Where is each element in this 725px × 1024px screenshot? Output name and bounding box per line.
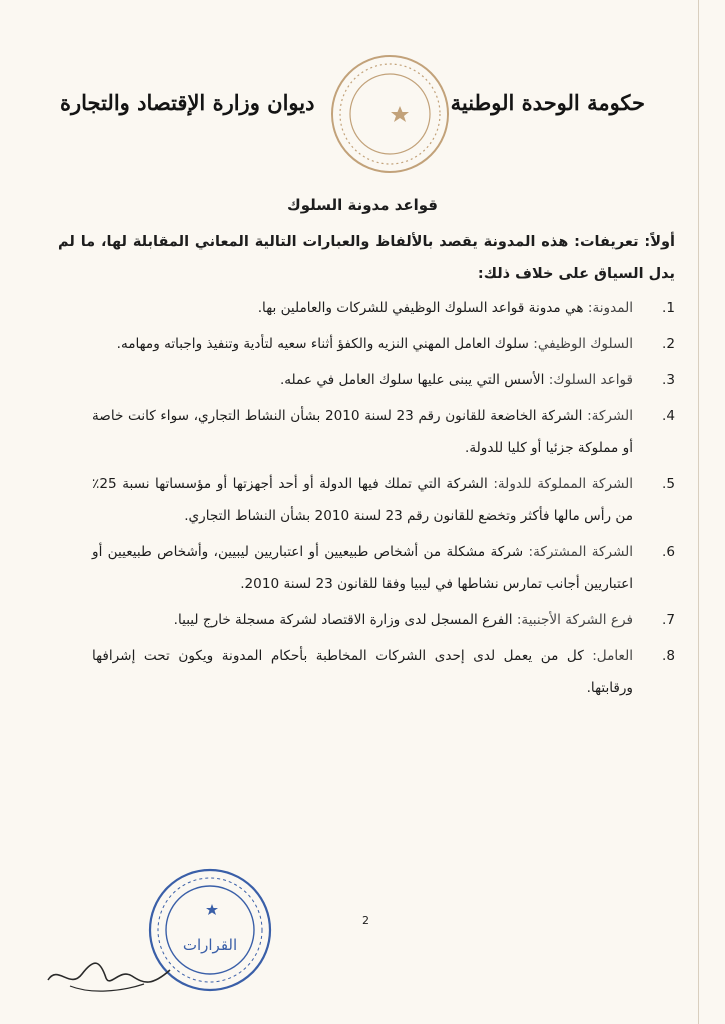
item-number: .8 (662, 648, 675, 664)
state-emblem-icon (328, 52, 452, 176)
letterhead (40, 48, 685, 188)
item-number: .1 (662, 300, 675, 316)
item-text: الشركة التي تملك فيها الدولة أو أحد أجهزتها أو مؤسساتها نسبة 25٪ من رأس مالها فأكثر وتخضع للقانون رقم 23 لسنة 2010 بشأن النشاط التجاري. (92, 476, 633, 524)
item-term: قواعد السلوك: (548, 372, 633, 388)
item-term: السلوك الوظيفي: (533, 336, 633, 352)
item-text: هي مدونة قواعد السلوك الوظيفي للشركات والعاملين بها. (257, 300, 584, 316)
definition-item (92, 536, 675, 600)
item-term: العامل: (592, 648, 633, 664)
definition-item (92, 640, 675, 704)
item-term: الشركة المشتركة: (528, 544, 633, 560)
signature-icon (40, 950, 180, 1000)
item-number: .5 (662, 476, 675, 492)
stamp-label: القرارات (182, 936, 238, 954)
item-term: المدونة: (587, 300, 633, 316)
definition-item (92, 468, 675, 532)
definition-item (92, 604, 675, 636)
definition-item (92, 364, 675, 396)
definition-item (92, 328, 675, 360)
item-text: سلوك العامل المهني النزيه والكفؤ أثناء سعيه لتأدية وتنفيذ واجباته ومهامه. (116, 336, 529, 352)
ministry-name: ديوان وزارة الإقتصاد والتجارة (60, 90, 315, 115)
definition-item (92, 400, 675, 464)
page-number: 2 (362, 914, 369, 927)
item-term: الشركة المملوكة للدولة: (493, 476, 634, 492)
item-number: .3 (662, 372, 675, 388)
item-text: كل من يعمل لدى إحدى الشركات المخاطبة بأحكام المدونة ويكون تحت إشرافها ورقابتها. (92, 648, 633, 696)
item-text: الشركة الخاضعة للقانون رقم 23 لسنة 2010 بشأن النشاط التجاري، سواء كانت خاصة أو مملوكة جزئيا أو كليا للدولة. (92, 408, 633, 456)
item-number: .4 (662, 408, 675, 424)
item-number: .6 (662, 544, 675, 560)
page-edge (698, 0, 699, 1024)
item-term: الشركة: (587, 408, 633, 424)
definition-item (92, 292, 675, 324)
government-name: حكومة الوحدة الوطنية (450, 90, 645, 115)
item-text: الأسس التي يبنى عليها سلوك العامل في عمله. (279, 372, 545, 388)
document-title: قواعد مدونة السلوك (286, 196, 439, 214)
definitions-intro: أولاً: تعريفات: هذه المدونة يقصد بالألفاظ والعبارات التالية المعاني المقابلة لها، ما لم يدل السياق على خلاف ذلك: (58, 234, 675, 282)
item-text: الفرع المسجل لدى وزارة الاقتصاد لشركة مسجلة خارج ليبيا. (173, 612, 513, 628)
definitions-list (92, 292, 675, 708)
item-term: فرع الشركة الأجنبية: (516, 612, 633, 628)
item-number: .7 (662, 612, 675, 628)
item-number: .2 (662, 336, 675, 352)
item-text: شركة مشكلة من أشخاص طبيعيين أو اعتباريين ليبيين، وأشخاص طبيعيين أو اعتباريين أجانب تمارس نشاطها في ليبيا وفقا للقانون 23 لسنة 2010. (92, 544, 633, 592)
